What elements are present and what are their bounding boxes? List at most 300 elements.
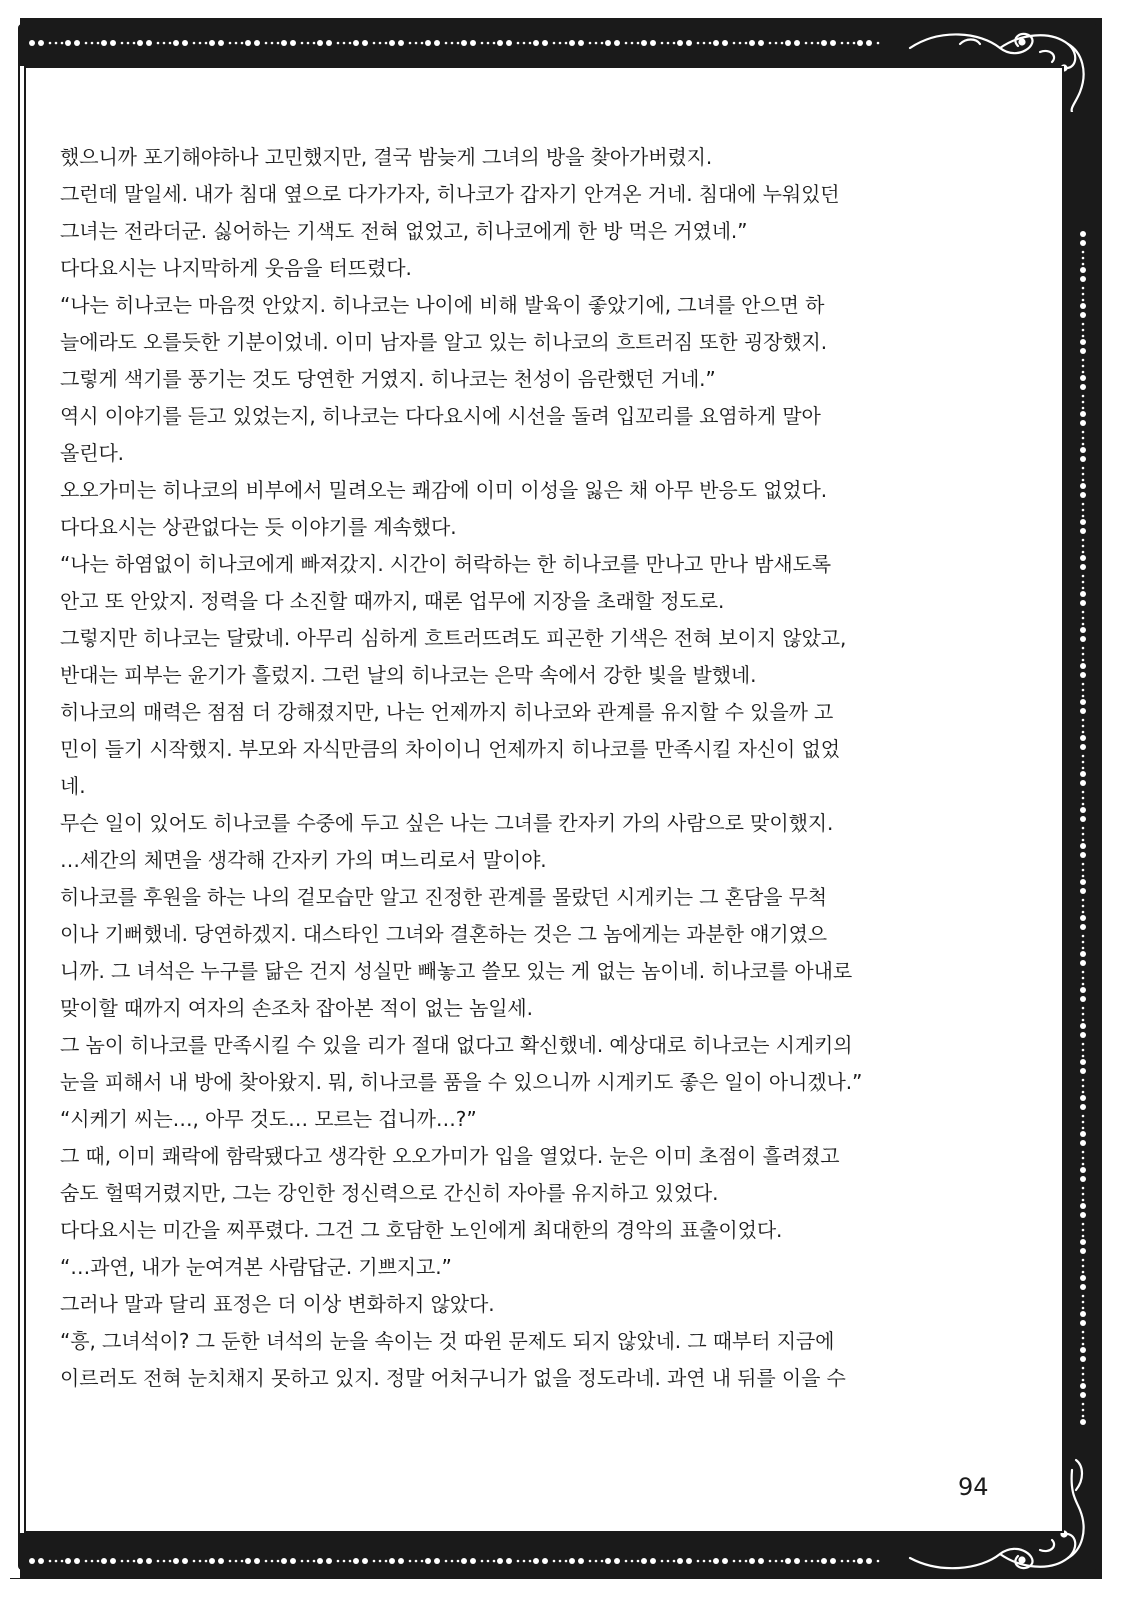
text-line: 늘에라도 오를듯한 기분이었네. 이미 남자를 알고 있는 히나코의 흐트러짐 또한 굉장했지. [60,330,828,354]
border-dot [373,1560,376,1563]
text-line: 히나코의 매력은 점점 더 강해졌지만, 나는 언제까지 히나코와 관계를 유지할 수 있을까 고 [60,700,834,724]
border-dot [1080,771,1086,777]
border-dot [841,42,844,45]
border-dot [307,1560,310,1563]
border-dot [1082,1007,1085,1010]
border-dot [1082,947,1085,950]
border-dot [343,1560,346,1563]
border-dot [686,40,692,46]
border-dot [218,40,224,46]
border-dot [1080,1383,1086,1389]
border-dot [589,42,592,45]
border-dot [1082,1121,1085,1124]
border-dot [533,40,539,46]
text-line: 그렇게 색기를 풍기는 것도 당연한 거였지. 히나코는 천성이 음란했던 거네.” [60,367,716,391]
border-dot [434,40,440,46]
border-dot [1082,251,1085,254]
border-dot [1082,761,1085,764]
border-dot [353,1558,359,1564]
border-dot [290,40,296,46]
border-dot [661,42,664,45]
border-dot [461,1558,467,1564]
border-dot [281,40,287,46]
border-dot [385,1560,388,1563]
border-dot [781,1560,784,1563]
text-line: “흥, 그녀석이? 그 둔한 녀석의 눈을 속이는 것 따윈 문제도 되지 않았네. 그 때부터 지금에 [60,1329,835,1353]
border-dot [1080,951,1086,957]
border-dot [290,1558,296,1564]
border-dot [1082,611,1085,614]
border-dot [313,42,316,45]
border-dot [745,42,748,45]
text-line: 반대는 피부는 윤기가 흘렀지. 그런 날의 히나코는 은막 속에서 강한 빛을 발했네. [60,663,757,687]
border-dot [1082,515,1085,518]
border-dot [313,1560,316,1563]
border-dot [866,1558,872,1564]
border-dot [1082,1151,1085,1154]
border-dot [127,42,130,45]
border-dot [493,1560,496,1563]
border-dot [169,42,172,45]
border-dot [235,42,238,45]
border-dot [317,40,323,46]
border-dot [559,42,562,45]
border-dot [1080,375,1086,381]
border-dot [1082,1193,1085,1196]
border-dot [703,42,706,45]
border-dot [686,1558,692,1564]
border-dot [29,1558,35,1564]
border-dot [1082,1235,1085,1238]
border-dot [343,42,346,45]
border-dot [1082,653,1085,656]
border-dot [146,1558,152,1564]
border-dot [1082,551,1085,554]
text-line: 히나코를 후원을 하는 나의 겉모습만 알고 진정한 관계를 몰랐던 시게키는 그 혼담을 무척 [60,885,828,909]
border-dot [301,1560,304,1563]
border-dot [1080,816,1086,822]
border-dot [470,1558,476,1564]
border-dot [1082,659,1085,662]
border-dot [245,1558,251,1564]
border-dot [1082,335,1085,338]
border-dot [271,42,274,45]
border-dot [205,42,208,45]
border-dot [877,1560,880,1563]
border-dot [595,1560,598,1563]
border-dot [1082,731,1085,734]
border-dot [1080,339,1086,345]
border-dot [1080,1212,1086,1218]
border-dot [461,40,467,46]
border-dot [1082,263,1085,266]
border-dot [1082,587,1085,590]
border-dot [1082,617,1085,620]
border-dot [553,1560,556,1563]
border-dot [605,40,611,46]
border-dot [1082,839,1085,842]
border-dot [1080,1284,1086,1290]
border-dot [569,1558,575,1564]
border-dot [1080,1356,1086,1362]
border-dot [1082,1199,1085,1202]
border-dot [1082,1307,1085,1310]
text-line: 그녀는 전라더군. 싫어하는 기색도 전혀 없었고, 히나코에게 한 방 먹은 거였네.” [60,219,748,243]
border-dot [1082,971,1085,974]
border-dot [1082,359,1085,362]
border-dot [529,42,532,45]
body-text [60,139,965,1397]
border-dot [157,42,160,45]
border-dot [1082,875,1085,878]
border-dot [169,1560,172,1563]
border-dot [337,42,340,45]
border-dot [811,1560,814,1563]
text-line: 니까. 그 녀석은 누구를 닮은 건지 성실만 빼놓고 쓸모 있는 게 없는 놈이네. 히나코를 아내로 [60,959,853,983]
border-dot [1082,899,1085,902]
border-dot [65,40,71,46]
border-dot [205,1560,208,1563]
border-dot [1080,483,1086,489]
border-dot [1082,1013,1085,1016]
border-dot [97,1560,100,1563]
border-dot [1080,564,1086,570]
top-border-dots [28,38,888,48]
border-dot [697,42,700,45]
border-dot [1080,915,1086,921]
border-dot [91,42,94,45]
border-dot [1082,833,1085,836]
border-dot [1080,780,1086,786]
border-dot [481,1560,484,1563]
border-dot [1082,365,1085,368]
border-dot [1082,1265,1085,1268]
border-dot [1082,1157,1085,1160]
border-dot [1080,312,1086,318]
text-line: “나는 히나코는 마음껏 안았지. 히나코는 나이에 비해 발육이 좋았기에, 그녀를 안으면 하 [60,293,825,317]
border-dot [1082,797,1085,800]
border-dot [445,42,448,45]
text-line: 그렇지만 히나코는 달랐네. 아무리 심하게 흐트러뜨려도 피곤한 기색은 전혀 보이지 않았고, [60,626,847,650]
border-dot [277,42,280,45]
border-dot [1080,1248,1086,1254]
border-dot [379,42,382,45]
border-dot [349,42,352,45]
border-dot [667,42,670,45]
border-dot [1080,348,1086,354]
border-dot [163,42,166,45]
border-dot [1080,1032,1086,1038]
border-dot [349,1560,352,1563]
border-dot [853,1560,856,1563]
border-dot [1080,276,1086,282]
border-dot [1080,879,1086,885]
border-dot [805,42,808,45]
border-dot [307,42,310,45]
border-dot [661,1560,664,1563]
border-dot [163,1560,166,1563]
border-dot [38,40,44,46]
border-dot [1082,1115,1085,1118]
border-dot [451,42,454,45]
border-dot [1082,401,1085,404]
border-dot [1082,503,1085,506]
border-dot [1080,1095,1086,1101]
border-dot [271,1560,274,1563]
border-dot [1080,1176,1086,1182]
border-dot [1080,843,1086,849]
border-dot [65,1558,71,1564]
border-dot [523,42,526,45]
border-dot [1082,1367,1085,1370]
border-dot [91,1560,94,1563]
border-dot [1082,647,1085,650]
border-dot [1082,581,1085,584]
border-dot [1082,299,1085,302]
border-dot [506,1558,512,1564]
border-dot [229,1560,232,1563]
border-dot [38,1558,44,1564]
border-dot [209,1558,215,1564]
border-dot [1080,1131,1086,1137]
border-dot [1080,555,1086,561]
border-dot [1080,663,1086,669]
border-dot [241,42,244,45]
border-dot [1080,627,1086,633]
border-dot [713,1558,719,1564]
border-dot [74,1558,80,1564]
border-dot [74,40,80,46]
border-dot [709,1560,712,1563]
border-dot [1082,1019,1085,1022]
border-dot [1082,431,1085,434]
border-dot [733,42,736,45]
border-dot [739,1560,742,1563]
border-dot [709,42,712,45]
text-line: 오오가미는 히나코의 비부에서 밀려오는 쾌감에 이미 이성을 잃은 채 아무 반응도 없었다. [60,478,828,502]
border-dot [1080,1320,1086,1326]
border-dot [425,1558,431,1564]
border-dot [595,42,598,45]
border-dot [821,1558,827,1564]
border-dot [749,1558,755,1564]
border-dot [1080,303,1086,309]
border-dot [127,1560,130,1563]
border-dot [1082,1301,1085,1304]
border-dot [445,1560,448,1563]
border-dot [110,40,116,46]
border-dot [1080,420,1086,426]
border-dot [697,1560,700,1563]
border-dot [85,42,88,45]
border-dot [1082,755,1085,758]
border-dot [487,42,490,45]
border-dot [389,1558,395,1564]
border-dot [506,40,512,46]
border-dot [1080,1275,1086,1281]
text-line: 했으니까 포기해야하나 고민했지만, 결국 밤늦게 그녀의 방을 찾아가버렸지. [60,145,713,169]
border-dot [1082,791,1085,794]
border-dot [517,1560,520,1563]
border-dot [569,40,575,46]
border-dot [1082,863,1085,866]
border-dot [101,40,107,46]
border-dot [1080,384,1086,390]
border-dot [775,42,778,45]
border-dot [785,40,791,46]
border-dot [637,1560,640,1563]
border-dot [637,42,640,45]
page-number: 94 [958,1473,989,1501]
border-dot [1080,1023,1086,1029]
border-dot [853,42,856,45]
border-dot [61,1560,64,1563]
text-line: 무슨 일이 있어도 히나코를 수중에 두고 싶은 나는 그녀를 칸자키 가의 사람으로 맞이했지. [60,811,834,835]
border-dot [578,40,584,46]
border-dot [667,1560,670,1563]
border-dot [1080,1104,1086,1110]
border-dot [398,40,404,46]
border-dot [650,1558,656,1564]
border-dot [1082,935,1085,938]
border-dot [1082,1343,1085,1346]
border-dot [1082,1379,1085,1382]
border-dot [739,42,742,45]
border-dot [481,42,484,45]
border-dot [565,1560,568,1563]
border-dot [1082,1127,1085,1130]
border-dot [1080,1419,1086,1425]
border-dot [650,40,656,46]
border-dot [605,1558,611,1564]
border-dot [1082,1187,1085,1190]
border-dot [451,1560,454,1563]
border-dot [1082,1409,1085,1412]
text-line: 네. [60,774,86,798]
border-dot [457,1560,460,1563]
border-dot [1080,996,1086,1002]
border-dot [182,40,188,46]
border-dot [1080,1068,1086,1074]
border-dot [529,1560,532,1563]
border-dot [1082,1223,1085,1226]
border-dot [1082,725,1085,728]
border-dot [817,1560,820,1563]
text-line: 그런데 말일세. 내가 침대 옆으로 다가가자, 히나코가 갑자기 안겨온 거네. 침대에 누워있던 [60,182,840,206]
border-dot [722,40,728,46]
border-dot [434,1558,440,1564]
border-dot [415,1560,418,1563]
text-line: 그 놈이 히나코를 만족시킬 수 있을 리가 절대 없다고 확신했네. 예상대로 히나코는 시게키의 [60,1033,853,1057]
border-dot [830,1558,836,1564]
border-dot [1082,1085,1085,1088]
border-dot [758,1558,764,1564]
text-line: 이르러도 전혀 눈치채지 못하고 있지. 정말 어처구니가 없을 정도라네. 과연 내 뒤를 이을 수 [60,1366,846,1390]
border-dot [877,42,880,45]
border-dot [29,40,35,46]
border-dot [601,42,604,45]
border-dot [1080,924,1086,930]
border-dot [830,40,836,46]
border-dot [673,1560,676,1563]
border-dot [523,1560,526,1563]
border-dot [614,1558,620,1564]
border-dot [1080,267,1086,273]
border-dot [97,42,100,45]
border-dot [173,1558,179,1564]
border-dot [794,1558,800,1564]
text-line: 그러나 말과 달리 표정은 더 이상 변화하지 않았다. [60,1292,495,1316]
border-dot [1082,719,1085,722]
border-dot [1082,287,1085,290]
border-dot [533,1558,539,1564]
border-dot [673,42,676,45]
border-dot [385,42,388,45]
border-dot [55,1560,58,1563]
border-dot [49,1560,52,1563]
border-dot [1082,443,1085,446]
border-dot [265,42,268,45]
border-dot [1080,231,1086,237]
text-line: 이나 기뻐했네. 당연하겠지. 대스타인 그녀와 결혼하는 것은 그 놈에게는 과분한 얘기였으 [60,922,828,946]
border-dot [1080,492,1086,498]
border-dot [1080,744,1086,750]
border-dot [805,1560,808,1563]
border-dot [326,40,332,46]
border-dot [625,1560,628,1563]
border-dot [301,42,304,45]
border-dot [1080,1392,1086,1398]
border-dot [61,42,64,45]
text-line: 다다요시는 미간을 찌푸렸다. 그건 그 호담한 노인에게 최대한의 경악의 표출이었다. [60,1218,783,1242]
border-dot [1080,1059,1086,1065]
border-dot [553,42,556,45]
border-dot [1082,539,1085,542]
border-dot [1082,683,1085,686]
text-line: “…과연, 내가 눈여겨본 사람답군. 기쁘지고.” [60,1255,452,1279]
border-dot [542,40,548,46]
border-dot [1082,473,1085,476]
text-line: 다다요시는 나지막하게 웃음을 터뜨렸다. [60,256,412,280]
border-dot [1080,672,1086,678]
border-dot [85,1560,88,1563]
border-dot [811,42,814,45]
border-dot [1082,827,1085,830]
border-dot [421,42,424,45]
border-dot [497,1558,503,1564]
border-dot [1080,1239,1086,1245]
border-dot [1082,437,1085,440]
border-dot [1080,447,1086,453]
border-dot [1082,323,1085,326]
border-dot [1082,803,1085,806]
right-border-dots [1076,230,1090,1430]
border-dot [121,42,124,45]
border-dot [542,1558,548,1564]
border-dot [133,1560,136,1563]
border-dot [101,1558,107,1564]
text-line: 그 때, 이미 쾌락에 함락됐다고 생각한 오오가미가 입을 열었다. 눈은 이미 초점이 흘려졌고 [60,1144,840,1168]
border-dot [1080,708,1086,714]
border-dot [1082,575,1085,578]
border-dot [817,42,820,45]
border-dot [373,42,376,45]
border-dot [1082,545,1085,548]
border-dot [1082,395,1085,398]
text-line: 눈을 피해서 내 방에 찾아왔지. 뭐, 히나코를 품을 수 있으니까 시게키도 좋은 일이 아니겠나.” [60,1070,863,1094]
border-dot [49,42,52,45]
border-dot [209,40,215,46]
